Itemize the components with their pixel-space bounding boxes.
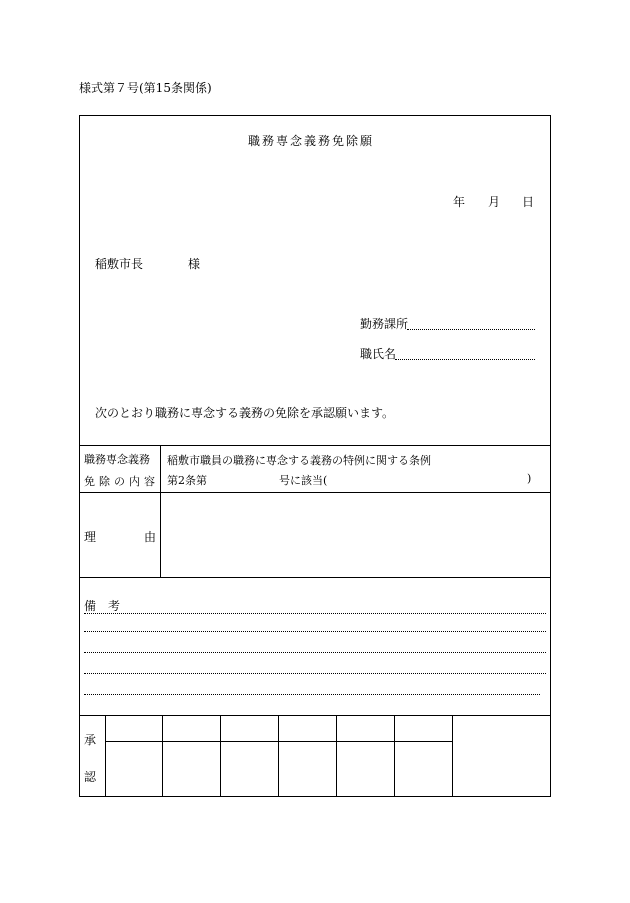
- approval-cell-divider: [452, 715, 453, 797]
- remarks-line[interactable]: [84, 613, 546, 614]
- form-title: 職務専念義務免除願: [248, 134, 375, 148]
- approval-stamp-box[interactable]: [279, 742, 335, 796]
- section-divider: [79, 445, 551, 446]
- approval-label-b: 認: [84, 770, 97, 784]
- reason-field[interactable]: [162, 494, 549, 576]
- request-text: 次のとおり職務に専念する義務の免除を承認願います。: [95, 406, 395, 420]
- name-field[interactable]: [395, 359, 535, 360]
- reason-label-a: 理: [84, 530, 97, 544]
- approval-label-a: 承: [84, 733, 97, 747]
- content-label-line1: 職務専念義務: [84, 453, 150, 466]
- approval-stamp-box[interactable]: [337, 742, 393, 796]
- reason-label-b: 由: [144, 530, 157, 544]
- remarks-line[interactable]: [84, 694, 540, 695]
- form-number: 様式第７号(第15条関係): [79, 81, 212, 95]
- date-month-label: 月: [488, 195, 501, 209]
- section-divider: [79, 492, 551, 493]
- remarks-line[interactable]: [84, 673, 546, 674]
- approval-stamp-box[interactable]: [395, 742, 451, 796]
- content-value-line1: 稲敷市職員の職務に専念する義務の特例に関する条例: [167, 454, 431, 467]
- column-divider: [160, 445, 161, 578]
- approval-stamp-box[interactable]: [106, 742, 161, 796]
- content-close-paren: ): [527, 472, 532, 485]
- name-label: 職氏名: [360, 347, 397, 361]
- content-label-line2: 免除の内容: [84, 475, 159, 488]
- department-label: 勤務課所: [360, 317, 409, 331]
- remarks-line[interactable]: [84, 631, 546, 632]
- addressee-honorific: 様: [188, 257, 201, 271]
- remarks-line[interactable]: [84, 652, 546, 653]
- remarks-label: 備 考: [84, 599, 121, 613]
- department-field[interactable]: [407, 329, 535, 330]
- date-year-label: 年: [453, 195, 466, 209]
- addressee-name: 稲敷市長: [95, 257, 144, 271]
- section-divider: [79, 715, 551, 716]
- content-clause-text: 号に該当(: [279, 474, 328, 487]
- section-divider: [79, 577, 551, 578]
- approval-stamp-box[interactable]: [163, 742, 219, 796]
- date-day-label: 日: [522, 195, 535, 209]
- approval-stamp-box[interactable]: [221, 742, 277, 796]
- content-article: 第2条第: [167, 474, 207, 487]
